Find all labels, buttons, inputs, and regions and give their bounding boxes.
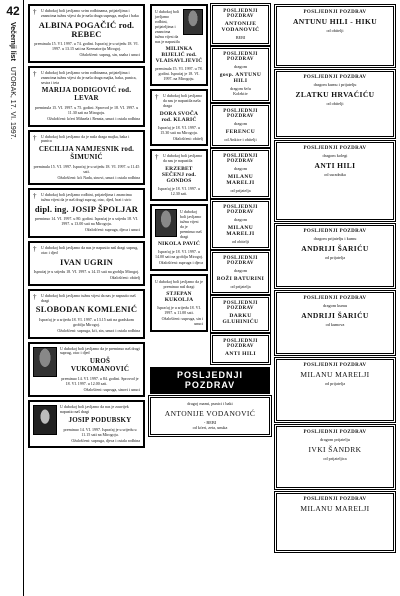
notice-body: Ispraćaj je u srijedu 18. VI. 1997. u 13.15 sati na gradskom groblju Mirogoj.: [39, 316, 134, 327]
farewell-heading: POSLJEDNJI POZDRAV: [223, 9, 258, 19]
farewell-lead: dragom prijatelju: [320, 437, 350, 442]
farewell-notice: [212, 335, 269, 363]
farewell-heading: POSLJEDNJI POZDRAV: [223, 108, 258, 119]
farewell-heading: POSLJEDNJI POZDRAV: [303, 146, 367, 151]
death-notice: [150, 274, 208, 332]
death-notice: [28, 4, 145, 63]
farewell-name: ANTONIJE VODANOVIĆ: [164, 408, 256, 418]
farewell-from: od Ankice i obitelji: [224, 136, 257, 142]
farewell-from: BEBI: [235, 35, 246, 40]
notice-name: DORA SVOČA rod. KLARIĆ: [159, 110, 199, 123]
farewell-heading: POSLJEDNJI POZDRAV: [303, 363, 367, 368]
farewell-heading: POSLJEDNJI POZDRAV: [303, 497, 367, 502]
cross-icon: †: [33, 8, 37, 16]
farewell-name: BOŽI BATURINI: [216, 275, 265, 282]
notice-intro: U dubokoj boli javljamo da je preminuo naš dragi suprug, otac i djed: [60, 345, 140, 356]
farewell-heading: POSLJEDNJI POZDRAV: [303, 75, 367, 80]
farewell-notice: [276, 292, 394, 354]
death-notice: [150, 149, 208, 201]
death-notice: [28, 289, 145, 339]
cross-icon: †: [33, 245, 37, 254]
farewell-from: od kumova: [325, 321, 345, 327]
notice-body: Ispraćaj je u srijedu 18. VI. 1997. u 14.15 sati na groblju Mirogoj.: [33, 269, 140, 275]
notice-name: STJEPAN KUKOLJA: [164, 291, 194, 304]
notice-body: Ispraćaj je 18. VI. 1997. u 14.00 sati na groblju Mirogoj.: [155, 249, 203, 260]
death-notice: [28, 342, 145, 398]
notice-body: Ispraćaj je 18. VI. 1997. u 15.30 sati na Mirogoju.: [158, 124, 200, 135]
cross-icon: †: [155, 93, 159, 102]
column-2-right: [211, 4, 270, 367]
farewell-name: gosp. ANTUNU HILI: [219, 72, 262, 85]
farewell-name: ANTONIJE VODANOVIĆ: [221, 21, 260, 33]
farewell-heading: POSLJEDNJI POZDRAV: [223, 256, 258, 267]
notice-name: ALBINA POGAČIĆ rod. REBEC: [38, 19, 135, 39]
farewell-notice: [212, 48, 269, 100]
farewell-name: MILANU MARELJI: [300, 504, 370, 513]
farewell-name: IVKI ŠANDRK: [308, 444, 362, 454]
notice-body: preminula 15. VI. 1997. u 78. godini. Ispraćaj je 18. VI. 1997. na Mirogoju.: [155, 66, 203, 82]
column-2-top: [150, 4, 270, 367]
notice-name: CECILIJA NAMJESNIK rod. ŠIMUNIĆ: [38, 145, 135, 161]
notice-signature: Ožalošćeni: obitelj: [109, 275, 140, 281]
masthead-date: UTORAK, 17. VI. 1997.: [9, 66, 16, 140]
notice-name: IVAN UGRIN: [59, 256, 114, 267]
farewell-name: ANDRIJI ŠARIĆU: [301, 310, 369, 320]
farewell-heading: POSLJEDNJI POZDRAV: [303, 229, 367, 234]
cross-icon: †: [33, 292, 37, 301]
death-notice: [28, 130, 145, 186]
portrait-photo: [33, 347, 57, 377]
farewell-heading: POSLJEDNJI POZDRAV: [303, 430, 367, 435]
farewell-from: od obitelji: [326, 100, 344, 106]
farewell-notice: [212, 252, 269, 293]
farewell-name: ANTUNU HILI - HIKU: [292, 17, 378, 26]
farewell-name: ANDRIJI ŠARIĆU: [301, 243, 369, 253]
farewell-heading: POSLJEDNJI POZDRAV: [223, 339, 258, 350]
notice-name: MARIJA DODIGOVIĆ rod. LEVAR: [41, 86, 132, 103]
notice-signature: Ožalošćeni: supruga, kći, sin, unuci i ostala rodbina: [57, 327, 140, 333]
farewell-sign: od kćeri, zeta, unuka: [192, 425, 228, 431]
notice-signature: Ožalošćeni: kći Nada, sinovi, unuci i ostala rodbina: [57, 174, 140, 180]
notice-signature: Ožalošćeni: obitelj: [172, 135, 203, 141]
farewell-lead: dragom kumu i prijatelju: [313, 82, 357, 87]
farewell-from: od suradnika: [324, 171, 346, 177]
farewell-heading: POSLJEDNJI POZDRAV: [223, 205, 258, 215]
farewell-notice: [212, 5, 269, 44]
farewell-lead: dragom kolegi: [322, 153, 348, 158]
notice-intro: U dubokoj boli javljamo da je preminuo naš dragi: [155, 279, 203, 289]
farewell-name: MILANU MARELJI: [226, 224, 255, 237]
farewell-notice: [150, 397, 270, 435]
farewell-from: od prijatelja: [230, 187, 251, 193]
notice-body: Ispraćaj je 18. VI. 1997. u 12.30 sati.: [158, 186, 200, 197]
notice-signature: Ožalošćeni: kćeri Mihaela i Renata, unuci i ostala rodbina: [47, 115, 140, 121]
notice-body: preminuo 14. VI. 1997. u 80. godini. Ispraćaj je u srijedu 18. VI. 1997. u 13.00 sati na Mirogoju.: [34, 216, 139, 227]
farewell-from: od prijatelja: [324, 254, 346, 260]
notice-signature: Ožalošćeni: supruga, djeca i unuci: [85, 227, 140, 233]
farewell-notice: [276, 493, 394, 551]
column-2: [150, 4, 270, 438]
farewell-from: dragom šefu: [230, 86, 251, 92]
notice-name: UROŠ VUKOMANOVIĆ: [70, 357, 130, 373]
farewell-notice: [212, 150, 269, 197]
cross-icon: †: [155, 153, 159, 162]
farewell-name: ZLATKU HRVAĆIĆU: [295, 89, 375, 99]
notice-signature: Ožalošćeni: suprug, sin, snaha i unuci: [79, 52, 140, 58]
portrait-photo: [155, 209, 177, 237]
notice-intro: U dubokoj boli javljamo svim rodbinama, prijateljima i znancima tužnu vijest da je naša draga majka, baka, punica, sestra i teta: [41, 70, 137, 85]
cross-icon: †: [33, 70, 37, 79]
farewell-from: od obitelji: [231, 238, 250, 244]
notice-signature: Ožalošćeni: supruga, sin i unuci: [161, 316, 203, 326]
farewell-lead: dragom kumu: [323, 303, 347, 308]
farewell-sign: Kolektiv: [233, 91, 248, 97]
farewell-name: ANTI HILI: [314, 160, 356, 170]
sidebar-rule: [23, 0, 24, 596]
farewell-notice: [212, 201, 269, 248]
farewell-lead: dragom: [233, 217, 248, 222]
death-notice: [28, 400, 145, 448]
farewell-from: od prijatelja: [230, 283, 251, 289]
notice-name: NIKOLA PAVIĆ: [157, 241, 201, 248]
farewell-heading: POSLJEDNJI POZDRAV: [303, 10, 367, 15]
notice-intro: U dubokoj boli javljamo da nas je napustila: [163, 153, 203, 164]
farewell-from: od prijateljica: [323, 455, 347, 461]
notice-intro: U dubokoj boli javljamo da nas je napustio naš dragi suprug, otac i djed: [41, 245, 139, 255]
farewell-lead: dragom: [233, 64, 248, 70]
masthead: [9, 22, 16, 140]
notice-name: MILINKA BIJELIĆ rod. VLAISAVLJEVIĆ: [155, 46, 203, 65]
death-notice: [150, 4, 208, 86]
farewell-name: FERENCU: [225, 128, 256, 135]
notice-intro: U dubokoj boli javljamo rodbini, prijateljima i znancima tužnu vijest da nas je napustila: [155, 9, 180, 44]
farewell-name: MILANU MARELJI: [300, 370, 370, 379]
death-notice: [28, 188, 145, 238]
farewell-from: od prijatelja: [324, 381, 346, 386]
notice-name: JOSIP PODUBSKY: [68, 415, 132, 424]
cross-icon: †: [33, 192, 37, 201]
notice-body: preminula 15. VI. 1997. u 74. godini. Ispraćaj je u srijedu 18. VI. 1997. u 13.15 sati na Krematoriju Mirogoj.: [34, 41, 139, 52]
notice-intro: U dubokoj boli javljamo tužnu vijest da nas je napustio naš dragi: [41, 292, 136, 303]
farewell-banner: POSLJEDNJI POZDRAV: [150, 367, 270, 394]
farewell-lead: dragom: [233, 268, 248, 274]
notice-intro: U dubokoj boli javljamo rodbini, prijateljima i znancima tužnu vijest da je naš dragi suprug, otac, djed, brat i stric: [41, 192, 132, 203]
farewell-lead: dragom: [233, 165, 248, 171]
death-notice: [150, 89, 208, 146]
farewell-notice: [212, 297, 269, 331]
column-3: [274, 4, 396, 556]
portrait-photo: [33, 405, 57, 435]
notice-body: preminula 15. VI. 1997. u 75. godini. Sprovod je 18. VI. 1997. u 11.30 sati na Mirogoju.: [34, 104, 139, 115]
farewell-notice: [276, 426, 394, 488]
farewell-notice: [212, 105, 269, 146]
farewell-notice: [276, 6, 394, 66]
notice-intro: U dubokoj boli javljamo da nas je napustila naša draga: [163, 93, 203, 108]
farewell-heading: POSLJEDNJI POZDRAV: [223, 52, 258, 63]
column-1: [28, 4, 145, 451]
farewell-name: ANTI HILI: [225, 351, 256, 358]
farewell-nickname: - BEBI: [203, 419, 217, 425]
farewell-lead: dragoj mami, punici i baki: [187, 400, 233, 406]
death-notice: [150, 204, 208, 271]
notice-signature: Ožalošćeni: supruga, djeca i ostala rodbina: [71, 437, 140, 443]
farewell-name: DARKU GLUHINIĆU: [222, 313, 259, 326]
farewell-heading: POSLJEDNJI POZDRAV: [223, 153, 258, 164]
page-number: 42: [6, 4, 20, 18]
farewell-notice: [276, 71, 394, 137]
farewell-notice: [276, 359, 394, 421]
notice-intro: U dubokoj boli javljamo svim rodbinama, prijateljima i znancima tužnu vijest da je naša draga supruga, majka i baka: [41, 8, 139, 18]
notice-body: preminuo 14. VI. 1997. Ispraćaj je u srijedu u 11.15 sati na Mirogoju.: [63, 426, 137, 437]
farewell-heading: POSLJEDNJI POZDRAV: [223, 301, 258, 312]
notice-body: preminula 15. VI. 1997. Ispraćaj je u srijedu 18. VI. 1997. u 11.45 sati.: [33, 163, 140, 174]
notice-body: preminuo 14. VI. 1997. u 84. godini. Sprovod je 18. VI. 1997. u 12.00 sati.: [61, 375, 139, 386]
death-notice: [28, 241, 145, 286]
notice-body: Ispraćaj je u srijedu 18. VI. 1997. u 11.00 sati.: [157, 305, 201, 316]
notice-intro: U dubokoj boli javljamo da je naša draga majka, baka i punica: [41, 133, 130, 144]
farewell-notice: [276, 142, 394, 220]
notice-name: SLOBODAN KOMLENIĆ: [35, 304, 138, 315]
notice-intro: U dubokoj boli javljamo da nas je zauvijek napustio naš dragi: [60, 404, 129, 415]
notice-signature: Ožalošćeni: supruga, sinovi i unuci: [83, 386, 140, 392]
portrait-photo: [183, 9, 203, 35]
cross-icon: †: [33, 133, 37, 142]
notice-signature: Ožalošćeni: supruga i djeca: [158, 260, 203, 266]
masthead-title: Večernji list: [9, 22, 16, 61]
farewell-lead: dragom prijatelju i kumu: [313, 236, 357, 241]
farewell-name: MILANU MARELJI: [226, 173, 255, 186]
notice-intro: U dubokoj boli javljamo tužnu vijest da je preminuo naš dragi: [180, 209, 202, 240]
column-2-left: [150, 4, 208, 367]
death-notice: [28, 66, 145, 127]
farewell-notice: [276, 225, 394, 287]
farewell-from: od obitelji: [326, 28, 344, 33]
notice-name: ERZEBET SEČENJ rod. GONDOS: [161, 166, 197, 185]
notice-name: dipl. ing. JOSIP ŠPOLJAR: [34, 204, 139, 214]
farewell-lead: dragom: [233, 120, 248, 126]
farewell-heading: POSLJEDNJI POZDRAV: [303, 296, 367, 301]
